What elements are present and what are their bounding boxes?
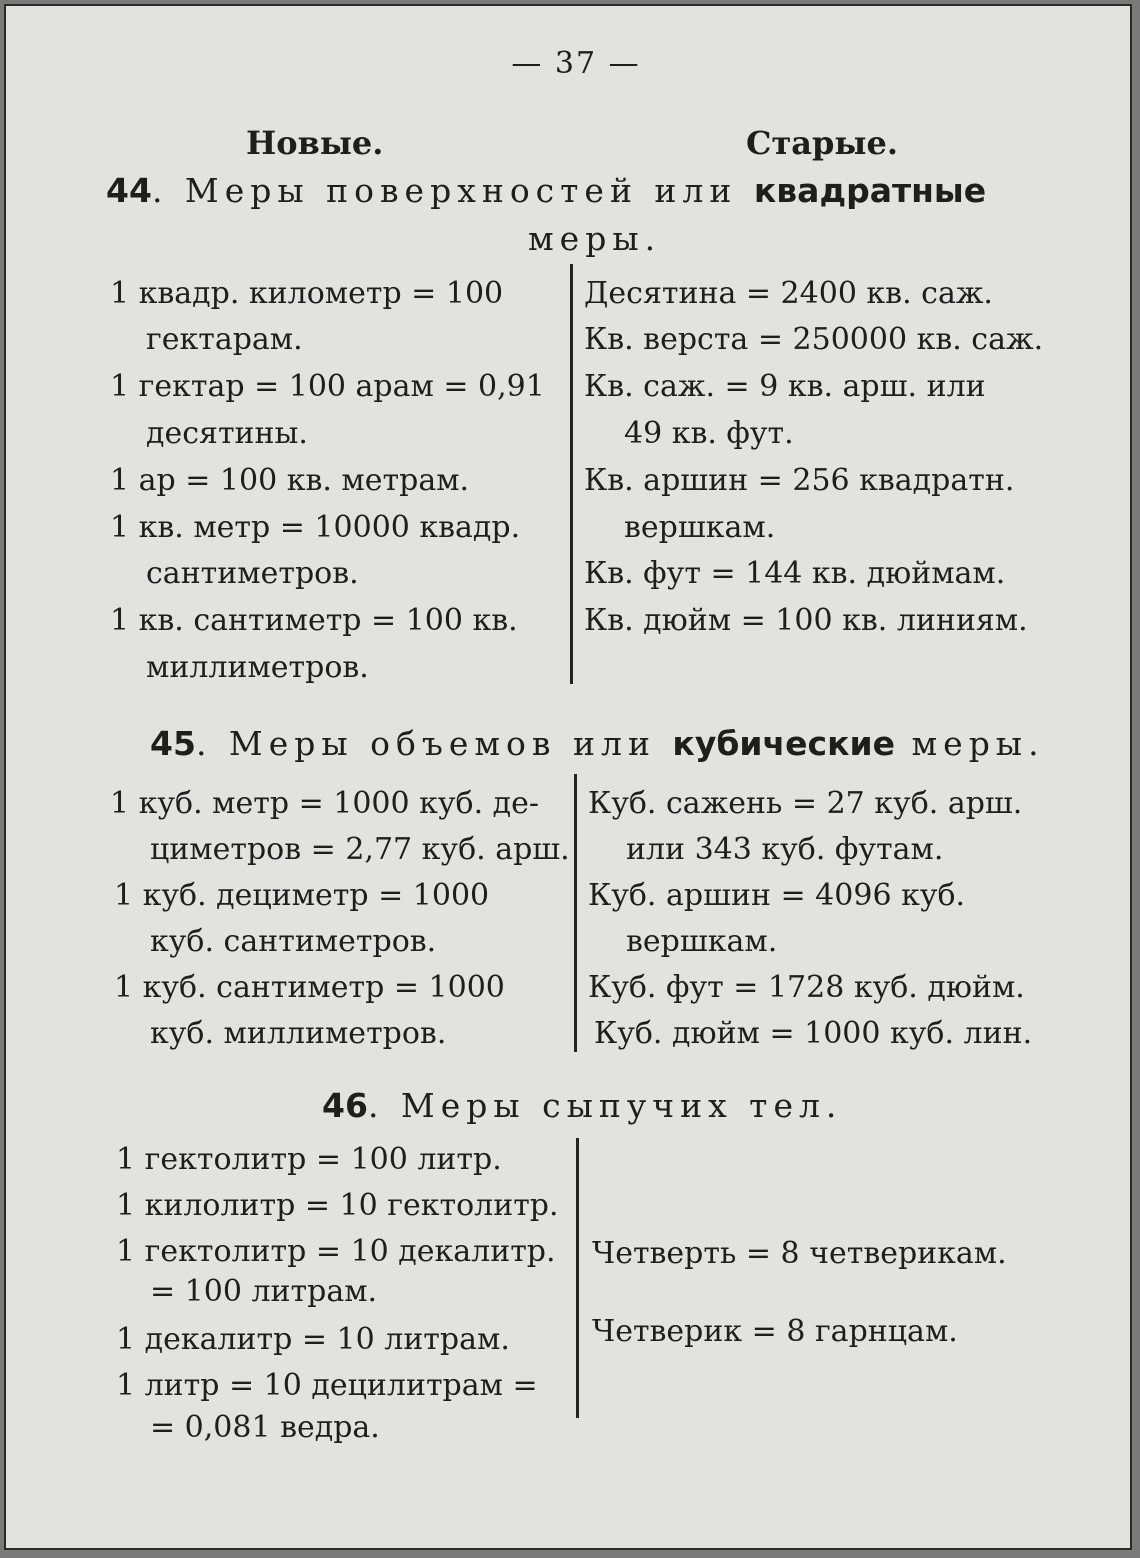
s44-right-line: Кв. саж. = 9 кв. арш. или	[584, 369, 986, 404]
section-44-title-cont: меры.	[528, 219, 662, 258]
column-divider	[576, 1138, 579, 1418]
s44-left-line: 1 ар = 100 кв. метрам.	[110, 463, 470, 498]
s45-right-line: или 343 куб. футам.	[626, 832, 944, 867]
s45-left-line: циметров = 2,77 куб. арш.	[150, 832, 570, 867]
s45-right-line: Куб. фут = 1728 куб. дюйм.	[588, 970, 1025, 1005]
section-number: 45	[150, 724, 196, 763]
s44-right-line: Кв. фут = 144 кв. дюймам.	[584, 556, 1006, 591]
s46-left-line: 1 литр = 10 децилитрам =	[116, 1368, 538, 1403]
s45-left-line: 1 куб. дециметр = 1000	[114, 878, 490, 913]
s44-left-line: гектарам.	[146, 322, 303, 357]
s44-right-line: Кв. верста = 250000 кв. саж.	[584, 322, 1044, 357]
s45-right-line: Куб. дюйм = 1000 куб. лин.	[594, 1016, 1033, 1051]
column-header-new: Новые.	[246, 124, 384, 162]
book-page	[4, 4, 1132, 1550]
s44-left-line: 1 кв. метр = 10000 квадр.	[110, 510, 521, 545]
s44-left-line: 1 кв. сантиметр = 100 кв.	[110, 603, 518, 638]
s46-left-line: 1 декалитр = 10 литрам.	[116, 1322, 510, 1357]
s46-left-line: 1 гектолитр = 100 литр.	[116, 1142, 502, 1177]
s44-left-line: миллиметров.	[146, 650, 369, 685]
s44-right-line: 49 кв. фут.	[624, 416, 794, 451]
column-divider	[570, 264, 573, 684]
s45-left-line: куб. сантиметров.	[150, 924, 437, 959]
s46-right-line: Четверик = 8 гарнцам.	[592, 1314, 958, 1349]
s44-left-line: десятины.	[146, 416, 308, 451]
s45-right-line: Куб. сажень = 27 куб. арш.	[588, 786, 1023, 821]
section-46-title: 46. Меры сыпучих тел.	[322, 1086, 843, 1125]
s46-right-line: Четверть = 8 четверикам.	[592, 1236, 1007, 1271]
section-number: 44	[106, 171, 152, 210]
column-header-old: Старые.	[746, 124, 898, 162]
section-45-title: 45. Меры объемов или кубические меры.	[150, 724, 1045, 763]
s46-left-line: = 100 литрам.	[150, 1274, 378, 1309]
column-divider	[574, 774, 577, 1052]
s46-left-line: = 0,081 ведра.	[150, 1410, 380, 1445]
s44-right-line: Кв. аршин = 256 квадратн.	[584, 463, 1015, 498]
s44-left-line: 1 гектар = 100 арам = 0,91	[110, 369, 545, 404]
s45-right-line: вершкам.	[626, 924, 778, 959]
page-number: — 37 —	[511, 46, 641, 81]
s46-left-line: 1 килолитр = 10 гектолитр.	[116, 1188, 559, 1223]
s44-right-line: вершкам.	[624, 510, 776, 545]
section-44-title: 44. Меры поверхностей или квадратные	[106, 171, 987, 210]
s45-left-line: 1 куб. сантиметр = 1000	[114, 970, 505, 1005]
s44-right-line: Кв. дюйм = 100 кв. линиям.	[584, 603, 1028, 638]
section-number: 46	[322, 1086, 368, 1125]
s44-left-line: 1 квадр. километр = 100	[110, 276, 504, 311]
s46-left-line: 1 гектолитр = 10 декалитр.	[116, 1234, 556, 1269]
s45-left-line: куб. миллиметров.	[150, 1016, 447, 1051]
s44-right-line: Десятина = 2400 кв. саж.	[584, 276, 993, 311]
s45-right-line: Куб. аршин = 4096 куб.	[588, 878, 966, 913]
s44-left-line: сантиметров.	[146, 556, 359, 591]
s45-left-line: 1 куб. метр = 1000 куб. де-	[110, 786, 540, 821]
